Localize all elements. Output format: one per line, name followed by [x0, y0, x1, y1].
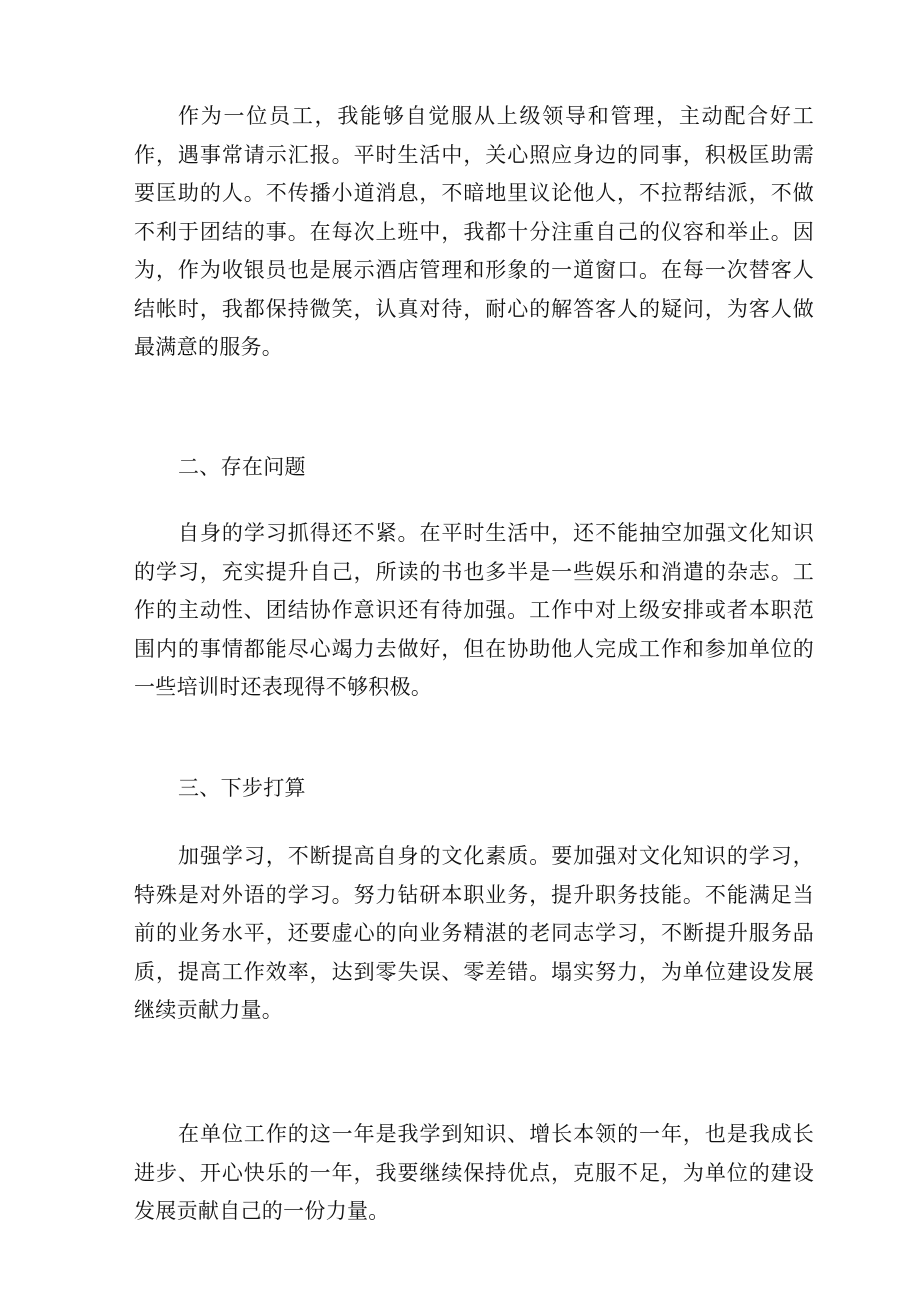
paragraph-problems: 自身的学习抓得还不紧。在平时生活中，还不能抽空加强文化知识的学习，充实提升自己，所读的书也多半是一些娱乐和消遣的杂志。工作的主动性、团结协作意识还有待加强。工作中对上级安排或者本职范围内的事情都能尽心竭力去做好，但在协助他人完成工作和参加单位的一些培训时还表现得不够积极。 [134, 521, 814, 699]
paragraph-next-steps: 加强学习，不断提高自身的文化素质。要加强对文化知识的学习，特殊是对外语的学习。努力钻研本职业务，提升职务技能。不能满足当前的业务水平，还要虚心的向业务精湛的老同志学习，不断提升服务品质，提高工作效率，达到零失误、零差错。塌实努力，为单位建设发展继续贡献力量。 [134, 844, 814, 1022]
section-heading-problems: 二、存在问题 [178, 455, 306, 479]
section-heading-next-steps: 三、下步打算 [178, 776, 306, 800]
paragraph-conclusion: 在单位工作的这一年是我学到知识、增长本领的一年，也是我成长进步、开心快乐的一年，我要继续保持优点，克服不足，为单位的建设发展贡献自己的一份力量。 [134, 1122, 814, 1223]
paragraph-work-attitude: 作为一位员工，我能够自觉服从上级领导和管理，主动配合好工作，遇事常请示汇报。平时生活中，关心照应身边的同事，积极匡助需要匡助的人。不传播小道消息，不暗地里议论他人，不拉帮结派，不做不利于团结的事。在每次上班中，我都十分注重自己的仪容和举止。因为，作为收银员也是展示酒店管理和形象的一道窗口。在每一次替客人结帐时，我都保持微笑，认真对待，耐心的解答客人的疑问，为客人做最满意的服务。 [134, 104, 814, 359]
